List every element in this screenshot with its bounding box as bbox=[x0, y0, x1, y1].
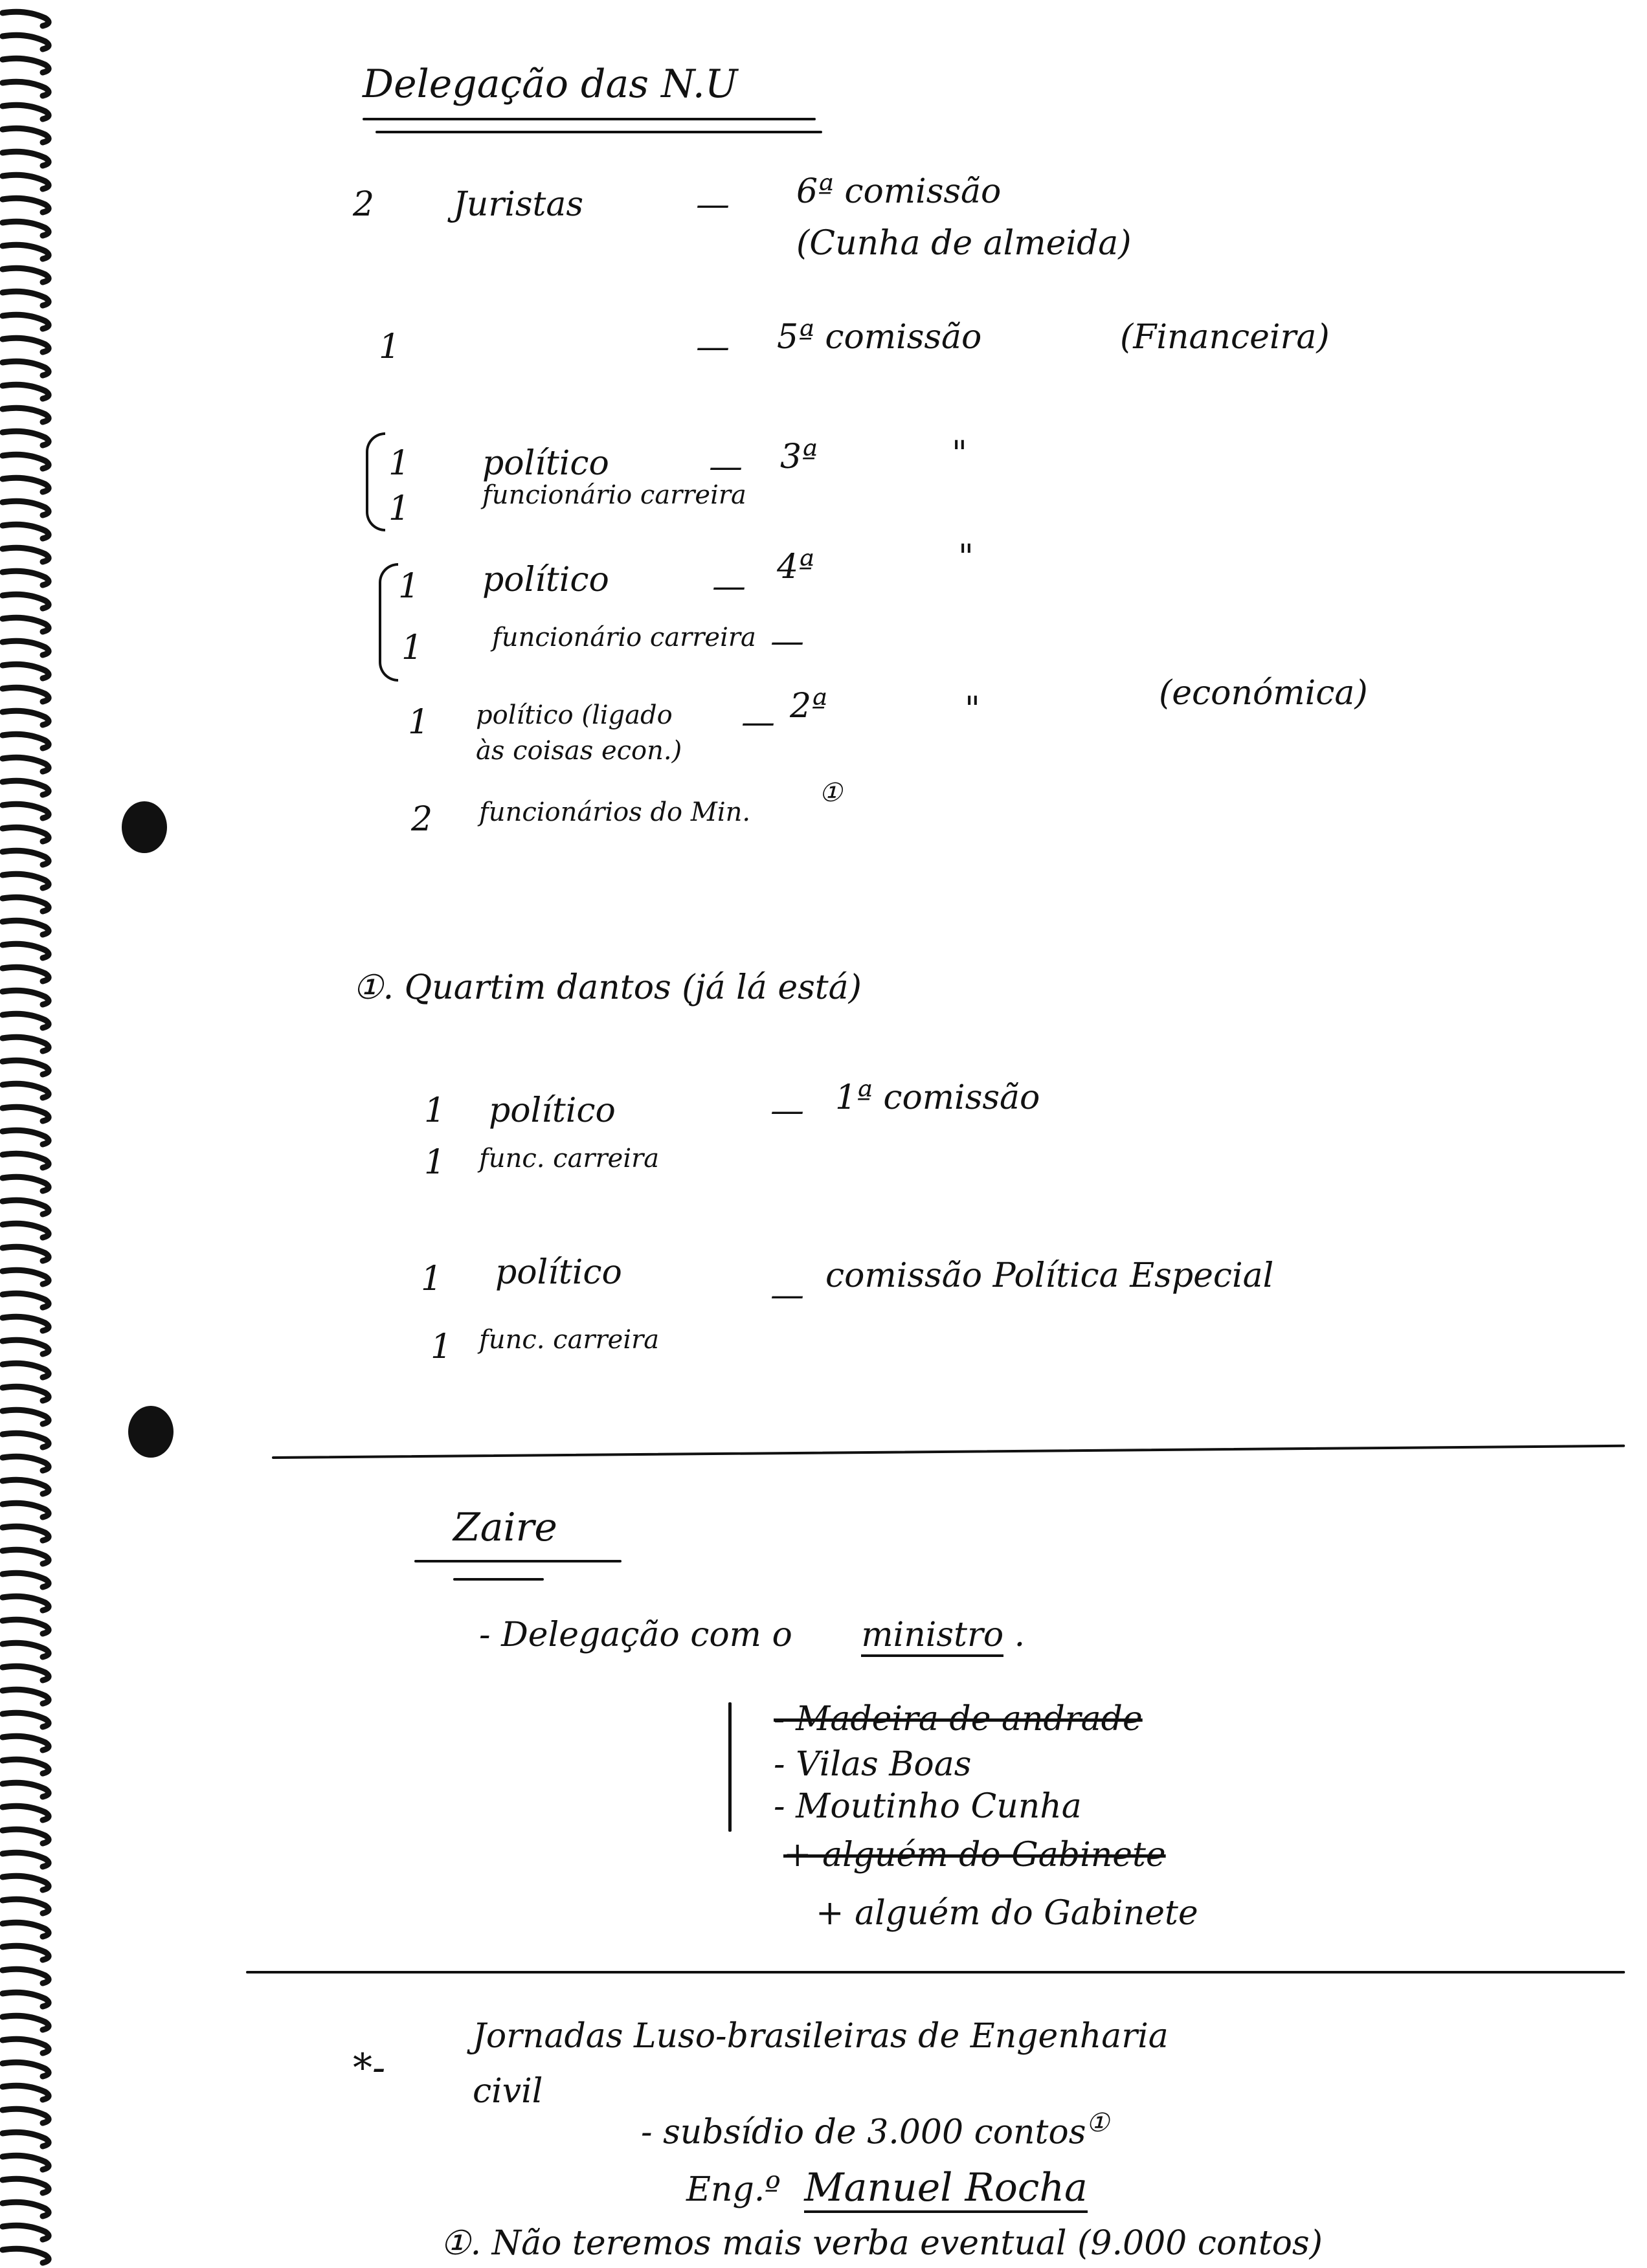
ditto-mark: " bbox=[952, 434, 967, 473]
list-bar bbox=[728, 1702, 732, 1832]
delegation-member: + alguém do Gabinete bbox=[816, 1894, 1198, 1933]
spiral-coil bbox=[3, 1200, 49, 1214]
section-divider bbox=[246, 1971, 1625, 1973]
spiral-coil bbox=[3, 1153, 49, 1168]
title-underline bbox=[363, 118, 816, 120]
spiral-coil bbox=[3, 12, 49, 26]
heading-underline bbox=[414, 1560, 622, 1562]
punch-hole bbox=[122, 801, 167, 853]
spiral-coil bbox=[3, 1806, 49, 1820]
spiral-coil bbox=[3, 1852, 49, 1867]
subsidy-text: - subsídio de 3.000 contos bbox=[641, 2113, 1086, 2152]
spiral-coil bbox=[3, 1666, 49, 1680]
zaire-intro bbox=[479, 1618, 1025, 1652]
row-role: func. carreira bbox=[479, 1325, 660, 1355]
spiral-coil bbox=[3, 1084, 49, 1098]
spiral-coil bbox=[3, 1247, 49, 1261]
row-qty: 1 bbox=[424, 1143, 446, 1182]
spiral-coil bbox=[3, 1177, 49, 1191]
row-role: político bbox=[495, 1253, 622, 1292]
spiral-coil bbox=[3, 1596, 49, 1610]
section-heading-zaire: Zaire bbox=[453, 1505, 557, 1550]
row-qty: 1 bbox=[421, 1260, 443, 1298]
delegation-member: + alguém do Gabinete bbox=[783, 1836, 1166, 1874]
zaire-intro-minister: ministro bbox=[861, 1616, 1003, 1657]
spiral-coil bbox=[3, 617, 49, 632]
delegation-member: - Madeira de andrade bbox=[774, 1700, 1143, 1739]
engineer-title: Eng.º bbox=[686, 2170, 781, 2209]
spiral-coil bbox=[3, 571, 49, 585]
row-dash: — bbox=[741, 703, 775, 742]
spiral-coil bbox=[3, 1503, 49, 1517]
footnote-marker: ① bbox=[1086, 2108, 1110, 2138]
row-note: (Financeira) bbox=[1120, 318, 1330, 357]
row-role: político (ligado bbox=[476, 700, 673, 730]
row-qty: 1 bbox=[398, 567, 420, 606]
spiral-coil bbox=[3, 105, 49, 119]
spiral-coil bbox=[3, 2085, 49, 2100]
spiral-coil bbox=[3, 1829, 49, 1843]
spiral-coil bbox=[3, 1992, 49, 2007]
spiral-coil bbox=[3, 2249, 49, 2263]
row-role: func. carreira bbox=[479, 1144, 660, 1173]
spiral-coil bbox=[3, 1130, 49, 1144]
spiral-coil bbox=[3, 2225, 49, 2240]
spiral-binding bbox=[0, 0, 58, 2268]
spiral-coil bbox=[3, 151, 49, 166]
row-committee: 2ª bbox=[790, 687, 827, 726]
jornadas-footnote: ①. Não teremos mais verba eventual (9.000 contos) bbox=[440, 2224, 1323, 2263]
section-divider bbox=[272, 1445, 1625, 1459]
spiral-coil bbox=[3, 874, 49, 888]
spiral-coil bbox=[3, 2109, 49, 2123]
spiral-coil bbox=[3, 781, 49, 795]
spiral-coil bbox=[3, 734, 49, 748]
spiral-coil bbox=[3, 548, 49, 562]
row-committee: 4ª bbox=[777, 548, 814, 586]
footnote-text: ①. Quartim dantos (já lá está) bbox=[353, 968, 862, 1007]
spiral-coil bbox=[3, 1550, 49, 1564]
row-committee: comissão Política Especial bbox=[825, 1256, 1274, 1295]
spiral-coil bbox=[3, 897, 49, 911]
spiral-coil bbox=[3, 594, 49, 608]
spiral-coil bbox=[3, 315, 49, 329]
spiral-coil bbox=[3, 1037, 49, 1051]
spiral-coil bbox=[3, 804, 49, 818]
row-dash: — bbox=[712, 567, 746, 606]
subsidy-line bbox=[641, 2108, 1110, 2152]
spiral-coil bbox=[3, 827, 49, 841]
row-qty: 2 bbox=[411, 800, 433, 839]
spiral-coil bbox=[3, 2155, 49, 2170]
spiral-coil bbox=[3, 1969, 49, 1983]
heading-underline bbox=[453, 1578, 544, 1581]
row-role: às coisas econ.) bbox=[476, 736, 682, 766]
spiral-coil bbox=[3, 1526, 49, 1540]
row-dash: — bbox=[770, 1276, 804, 1315]
spiral-coil bbox=[3, 850, 49, 865]
spiral-coil bbox=[3, 1270, 49, 1284]
spiral-coil bbox=[3, 2179, 49, 2193]
row-dash: — bbox=[770, 622, 804, 661]
row-qty: 1 bbox=[431, 1328, 453, 1366]
spiral-coil bbox=[3, 338, 49, 352]
delegation-member: - Vilas Boas bbox=[774, 1745, 972, 1784]
row-dash: — bbox=[696, 185, 730, 224]
spiral-coil bbox=[3, 408, 49, 422]
row-committee: 3ª bbox=[780, 438, 818, 476]
spiral-coil bbox=[3, 1293, 49, 1307]
row-committee: 1ª comissão bbox=[835, 1078, 1040, 1117]
spiral-coil bbox=[3, 2016, 49, 2030]
zaire-intro-text: - Delegação com o bbox=[479, 1616, 792, 1654]
spiral-coil bbox=[3, 1643, 49, 1657]
spiral-coil bbox=[3, 1014, 49, 1028]
spiral-coil bbox=[3, 2062, 49, 2076]
spiral-coil bbox=[3, 268, 49, 282]
row-role: funcionários do Min. bbox=[479, 797, 751, 827]
spiral-coil bbox=[3, 1689, 49, 1704]
spiral-coil bbox=[3, 2039, 49, 2053]
spiral-coil bbox=[3, 1573, 49, 1587]
row-qty: 1 bbox=[401, 628, 423, 667]
spiral-coil bbox=[3, 2132, 49, 2146]
row-qty: 2 bbox=[353, 185, 375, 224]
jornadas-title: Jornadas Luso-brasileiras de Engenharia bbox=[473, 2017, 1169, 2056]
row-note: (económica) bbox=[1159, 674, 1368, 713]
row-role: funcionário carreira bbox=[492, 623, 756, 652]
delegation-member: - Moutinho Cunha bbox=[774, 1787, 1082, 1826]
spiral-coil bbox=[3, 944, 49, 958]
spiral-coil bbox=[3, 1480, 49, 1494]
group-bracket bbox=[379, 563, 398, 682]
row-dash: — bbox=[696, 328, 730, 366]
spiral-coil bbox=[3, 757, 49, 772]
spiral-coil bbox=[3, 1619, 49, 1634]
engineer-line bbox=[686, 2165, 1088, 2210]
spiral-coil bbox=[3, 128, 49, 142]
spiral-coil bbox=[3, 454, 49, 469]
spiral-coil bbox=[3, 35, 49, 49]
spiral-coil bbox=[3, 1340, 49, 1354]
spiral-coil bbox=[3, 1433, 49, 1447]
engineer-name: Manuel Rocha bbox=[804, 2165, 1088, 2213]
spiral-coil bbox=[3, 1107, 49, 1121]
star-marker: *- bbox=[353, 2045, 386, 2091]
spiral-coil bbox=[3, 431, 49, 445]
row-role: político bbox=[482, 561, 609, 599]
spiral-coil bbox=[3, 1783, 49, 1797]
row-committee: 5ª comissão bbox=[777, 318, 982, 357]
row-qty: 1 bbox=[388, 489, 410, 528]
spiral-coil bbox=[3, 1899, 49, 1913]
spiral-coil bbox=[3, 58, 49, 72]
spiral-coil bbox=[3, 664, 49, 678]
spiral-coil bbox=[3, 1876, 49, 1890]
row-committee: 6ª comissão bbox=[796, 172, 1002, 211]
spiral-coil bbox=[3, 291, 49, 306]
spiral-coil bbox=[3, 245, 49, 259]
spiral-coil bbox=[3, 1317, 49, 1331]
row-qty: 1 bbox=[408, 703, 430, 742]
spiral-coil bbox=[3, 361, 49, 375]
spiral-coil bbox=[3, 641, 49, 655]
ditto-mark: " bbox=[965, 690, 980, 729]
ditto-mark: " bbox=[958, 538, 974, 577]
row-role: funcionário carreira bbox=[482, 480, 746, 510]
row-role: político bbox=[482, 444, 609, 483]
spiral-coil bbox=[3, 501, 49, 515]
row-qty: 1 bbox=[388, 444, 410, 483]
spiral-coil bbox=[3, 990, 49, 1005]
punch-hole bbox=[128, 1406, 174, 1458]
row-note: (Cunha de almeida) bbox=[796, 224, 1132, 263]
spiral-coil bbox=[3, 1713, 49, 1727]
spiral-coil bbox=[3, 82, 49, 96]
spiral-coil bbox=[3, 198, 49, 212]
spiral-coil bbox=[3, 1410, 49, 1424]
spiral-coil bbox=[3, 384, 49, 399]
spiral-coil bbox=[3, 967, 49, 981]
spiral-coil bbox=[3, 1060, 49, 1074]
zaire-intro-period: . bbox=[1014, 1616, 1025, 1654]
spiral-coil bbox=[3, 1759, 49, 1773]
row-role: político bbox=[489, 1091, 616, 1130]
spiral-coil bbox=[3, 920, 49, 935]
row-dash: — bbox=[770, 1091, 804, 1130]
spiral-coil bbox=[3, 711, 49, 725]
spiral-coil bbox=[3, 1736, 49, 1750]
page-title: Delegação das N.U bbox=[363, 61, 738, 107]
row-qty: 1 bbox=[379, 328, 401, 366]
spiral-coil bbox=[3, 1922, 49, 1937]
row-qty: 1 bbox=[424, 1091, 446, 1130]
title-underline bbox=[375, 131, 822, 133]
row-role: Juristas bbox=[453, 185, 584, 224]
spiral-coil bbox=[3, 687, 49, 702]
spiral-coil bbox=[3, 2202, 49, 2216]
group-bracket bbox=[366, 432, 385, 531]
spiral-coil bbox=[3, 1223, 49, 1238]
spiral-coil bbox=[3, 524, 49, 539]
spiral-coil bbox=[3, 1363, 49, 1377]
jornadas-title-cont: civil bbox=[473, 2072, 543, 2111]
spiral-coil bbox=[3, 221, 49, 236]
spiral-coil bbox=[3, 1386, 49, 1401]
spiral-coil bbox=[3, 1946, 49, 1960]
spiral-coil bbox=[3, 1456, 49, 1471]
spiral-coil bbox=[3, 478, 49, 492]
spiral-coil bbox=[3, 175, 49, 189]
row-dash: — bbox=[709, 447, 743, 486]
footnote-marker: ① bbox=[819, 778, 842, 808]
